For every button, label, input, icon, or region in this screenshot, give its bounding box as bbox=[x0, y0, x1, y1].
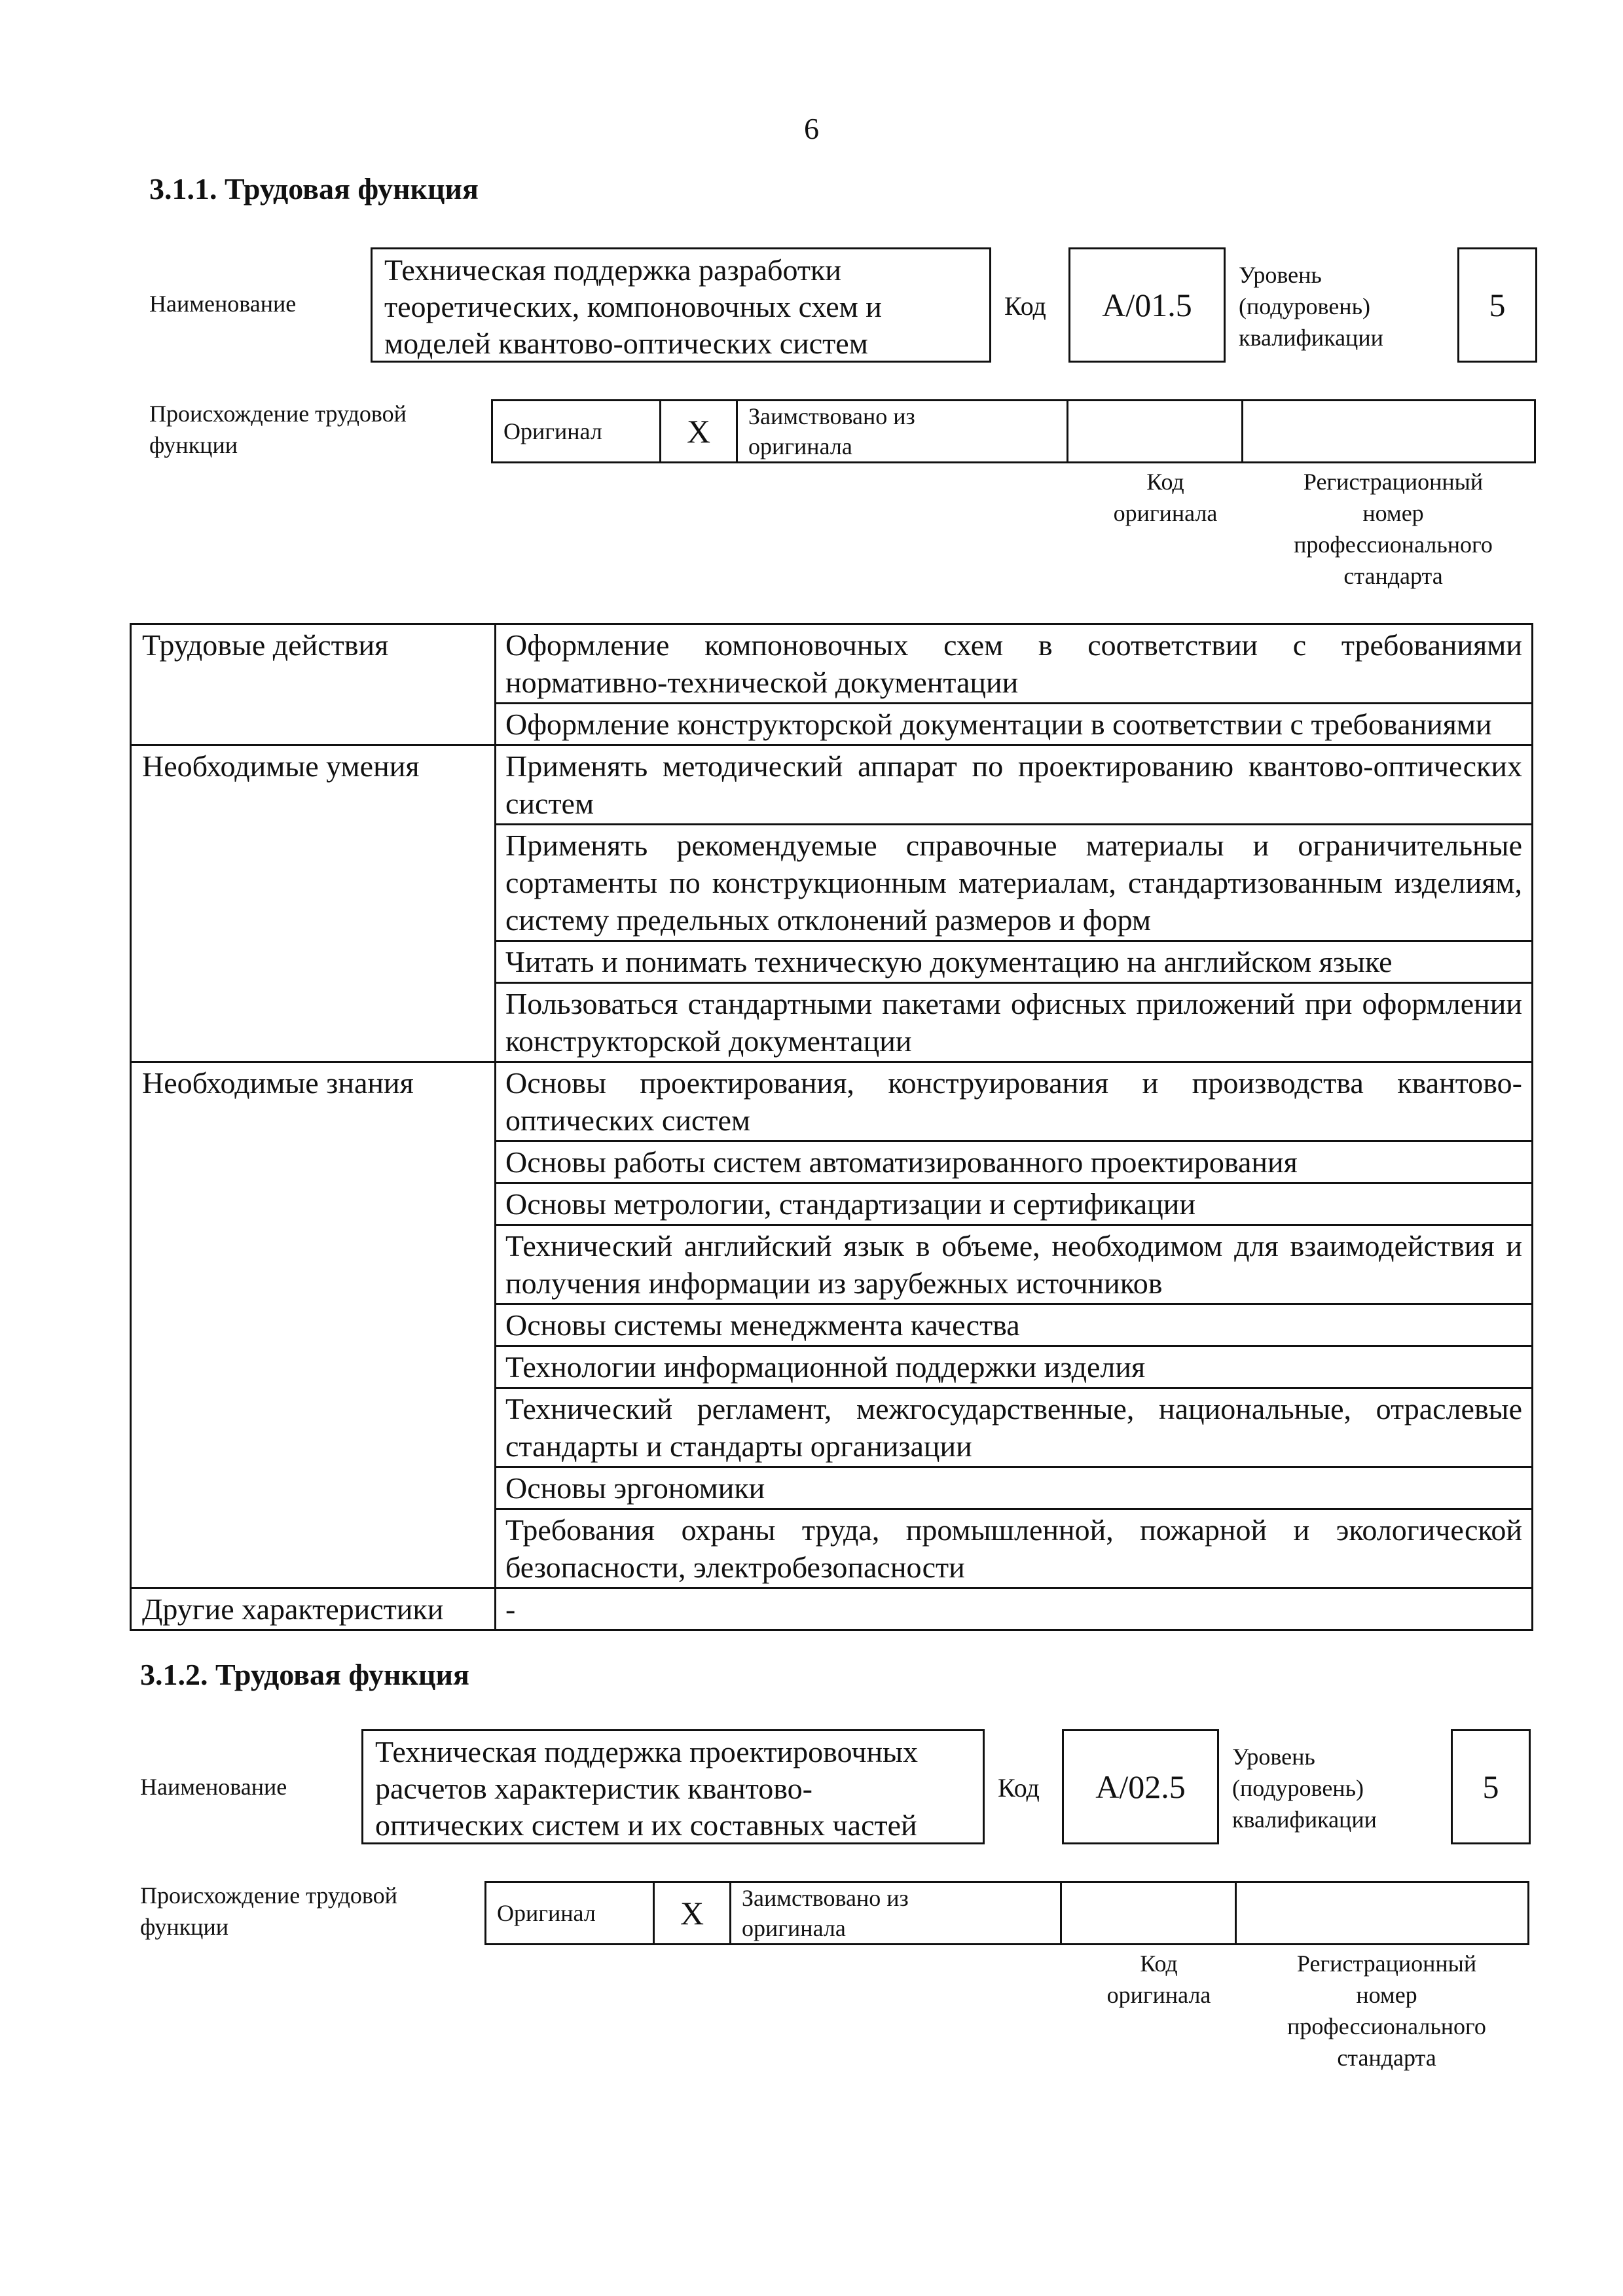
table-row bbox=[131, 624, 1533, 704]
registration-number-cell bbox=[1236, 1882, 1529, 1945]
original-code-caption bbox=[1080, 466, 1250, 529]
caption-line: профессионального bbox=[1294, 531, 1493, 558]
original-code-cell bbox=[1061, 1882, 1236, 1945]
function-name-line: оптических систем и их составных частей bbox=[375, 1808, 917, 1842]
registration-number-cell bbox=[1243, 401, 1535, 463]
function-code: А/02.5 bbox=[1062, 1729, 1219, 1844]
caption-line: Код bbox=[1146, 469, 1184, 495]
code-label: Код bbox=[998, 1773, 1040, 1803]
caption-line: номер bbox=[1356, 1982, 1417, 2008]
function-details-table bbox=[130, 623, 1533, 1631]
level-label bbox=[1239, 259, 1383, 353]
borrowed-label-line: оригинала bbox=[742, 1915, 846, 1941]
function-name-line: Техническая поддержка разработки bbox=[384, 253, 841, 287]
category-cell: Необходимые умения bbox=[131, 745, 496, 1062]
required-skill: Применять методический аппарат по проектированию квантово-оптических систем bbox=[496, 745, 1533, 825]
required-knowledge: Основы эргономики bbox=[496, 1467, 1533, 1509]
origin-label-line: Происхождение трудовой bbox=[140, 1882, 397, 1909]
caption-line: Регистрационный bbox=[1303, 469, 1484, 495]
caption-line: оригинала bbox=[1106, 1982, 1211, 2008]
required-knowledge: Основы работы систем автоматизированного проектирования bbox=[496, 1141, 1533, 1183]
origin-label-line: функции bbox=[140, 1914, 228, 1940]
level-label bbox=[1232, 1741, 1377, 1835]
original-mark: X bbox=[654, 1882, 731, 1945]
qualification-level: 5 bbox=[1457, 247, 1537, 363]
function-name-line: теоретических, компоновочных схем и bbox=[384, 290, 882, 323]
required-knowledge: Технологии информационной поддержки изделия bbox=[496, 1346, 1533, 1388]
section-heading: 3.1.2. Трудовая функция bbox=[140, 1658, 469, 1691]
original-code-caption bbox=[1074, 1948, 1244, 2011]
level-label-line: квалификации bbox=[1239, 325, 1383, 351]
original-label: Оригинал bbox=[486, 1882, 654, 1945]
other-characteristics: - bbox=[496, 1588, 1533, 1630]
level-label-line: (подуровень) bbox=[1232, 1775, 1364, 1801]
borrowed-label-line: оригинала bbox=[748, 433, 852, 459]
labor-action: Оформление конструкторской документации в соответствии с требованиями bbox=[496, 704, 1533, 745]
section-heading: 3.1.1. Трудовая функция bbox=[149, 172, 479, 206]
table-row bbox=[131, 1588, 1533, 1630]
function-name-line: моделей квантово-оптических систем bbox=[384, 327, 868, 360]
registration-number-caption bbox=[1250, 466, 1536, 592]
required-knowledge: Технический регламент, межгосударственные, национальные, отраслевые стандарты и стандарты организации bbox=[496, 1388, 1533, 1467]
code-label: Код bbox=[1004, 291, 1046, 321]
caption-line: профессионального bbox=[1287, 2013, 1486, 2039]
page-number: 6 bbox=[804, 112, 819, 145]
caption-line: оригинала bbox=[1113, 500, 1218, 526]
origin-label bbox=[149, 398, 407, 461]
required-knowledge: Технический английский язык в объеме, необходимом для взаимодействия и получения информации из зарубежных источников bbox=[496, 1225, 1533, 1304]
required-skill: Пользоваться стандартными пакетами офисных приложений при оформлении конструкторской документации bbox=[496, 983, 1533, 1062]
function-name-line: расчетов характеристик квантово- bbox=[375, 1772, 812, 1805]
origin-table bbox=[484, 1881, 1529, 1945]
name-label: Наименование bbox=[149, 291, 297, 317]
name-label: Наименование bbox=[140, 1774, 287, 1800]
required-knowledge: Основы системы менеджмента качества bbox=[496, 1304, 1533, 1346]
caption-line: Код bbox=[1140, 1950, 1178, 1977]
required-knowledge: Основы метрологии, стандартизации и сертификации bbox=[496, 1183, 1533, 1225]
function-name-box bbox=[361, 1729, 985, 1844]
level-label-line: квалификации bbox=[1232, 1806, 1377, 1833]
table-row bbox=[131, 745, 1533, 825]
category-cell: Другие характеристики bbox=[131, 1588, 496, 1630]
caption-line: номер bbox=[1362, 500, 1424, 526]
caption-line: Регистрационный bbox=[1296, 1950, 1477, 1977]
origin-table bbox=[491, 399, 1536, 463]
required-knowledge: Основы проектирования, конструирования и производства квантово-оптических систем bbox=[496, 1062, 1533, 1141]
required-skill: Применять рекомендуемые справочные материалы и ограничительные сортаменты по конструкционным материалам, стандартизованным изделиям, систему предельных отклонений размеров и форм bbox=[496, 825, 1533, 941]
labor-action: Оформление компоновочных схем в соответствии с требованиями нормативно-технической документации bbox=[496, 624, 1533, 704]
level-label-line: Уровень bbox=[1232, 1744, 1315, 1770]
level-label-line: (подуровень) bbox=[1239, 293, 1370, 319]
origin-label bbox=[140, 1880, 397, 1943]
caption-line: стандарта bbox=[1343, 563, 1443, 589]
function-name-box bbox=[371, 247, 991, 363]
borrowed-label-line: Заимствовано из bbox=[748, 403, 915, 429]
registration-number-caption bbox=[1244, 1948, 1529, 2073]
original-mark: X bbox=[661, 401, 737, 463]
original-label: Оригинал bbox=[492, 401, 661, 463]
level-label-line: Уровень bbox=[1239, 262, 1322, 288]
function-code: А/01.5 bbox=[1068, 247, 1226, 363]
origin-label-line: функции bbox=[149, 432, 238, 458]
category-cell: Трудовые действия bbox=[131, 624, 496, 745]
borrowed-label bbox=[737, 401, 1068, 463]
qualification-level: 5 bbox=[1451, 1729, 1531, 1844]
origin-label-line: Происхождение трудовой bbox=[149, 401, 407, 427]
required-skill: Читать и понимать техническую документацию на английском языке bbox=[496, 941, 1533, 983]
original-code-cell bbox=[1068, 401, 1243, 463]
required-knowledge: Требования охраны труда, промышленной, пожарной и экологической безопасности, электробезопасности bbox=[496, 1509, 1533, 1588]
function-name-line: Техническая поддержка проектировочных bbox=[375, 1735, 919, 1768]
table-row bbox=[131, 1062, 1533, 1141]
borrowed-label bbox=[731, 1882, 1061, 1945]
category-cell: Необходимые знания bbox=[131, 1062, 496, 1588]
caption-line: стандарта bbox=[1337, 2045, 1436, 2071]
borrowed-label-line: Заимствовано из bbox=[742, 1885, 909, 1911]
